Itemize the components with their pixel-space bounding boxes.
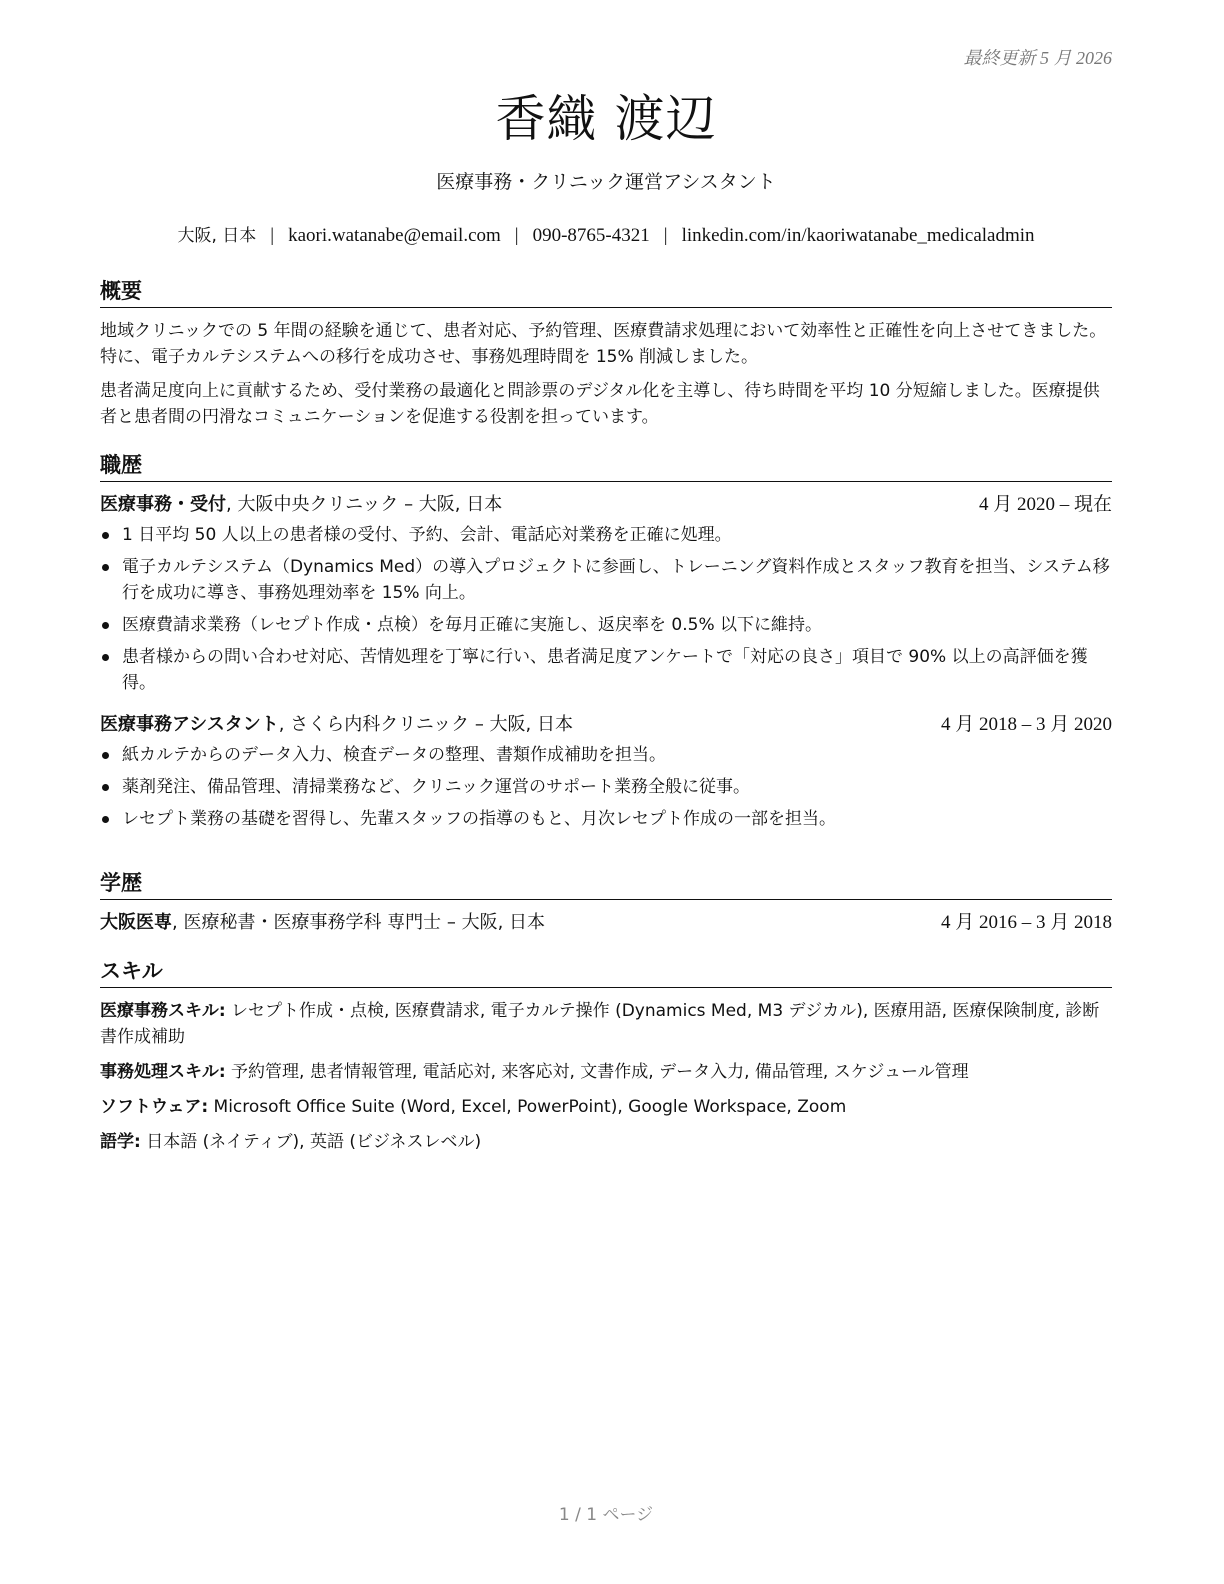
skill-line	[100, 998, 1112, 1050]
summary-paragraph: 地域クリニックでの 5 年間の経験を通じて、患者対応、予約管理、医療費請求処理において効率性と正確性を向上させてきました。特に、電子カルテシステムへの移行を成功させ、事務処理時間を 15% 削減しました。	[100, 321, 1107, 367]
contact-separator: |	[663, 225, 668, 246]
skill-label: 事務処理スキル:	[100, 1062, 226, 1082]
job-header	[100, 712, 1112, 738]
bullet-item: 医療費請求業務（レセプト作成・点検）を毎月正確に実施し、返戻率を 0.5% 以下に維持。	[100, 612, 1112, 638]
section-title-skills: スキル	[100, 956, 1112, 988]
job-org: , 大阪中央クリニック – 大阪, 日本	[226, 494, 503, 515]
section-title-summary: 概要	[100, 276, 1112, 308]
job-role: 医療事務アシスタント	[100, 714, 279, 735]
education-date: 4 月 2016 – 3 月 2018	[940, 912, 1112, 933]
education-school: 大阪医専	[100, 912, 172, 933]
job-header	[100, 492, 1112, 518]
bullet-item: 患者様からの問い合わせ対応、苦情処理を丁寧に行い、患者満足度アンケートで「対応の良さ」項目で 90% 以上の高評価を獲得。	[100, 644, 1112, 696]
experience-section	[100, 450, 1112, 838]
skill-value: 予約管理, 患者情報管理, 電話応対, 来客応対, 文書作成, データ入力, 備品管理, スケジュール管理	[225, 1062, 969, 1082]
bullet-item: レセプト業務の基礎を習得し、先輩スタッフの指導のもと、月次レセプト作成の一部を担当。	[100, 806, 1112, 832]
bullet-item: 紙カルテからのデータ入力、検査データの整理、書類作成補助を担当。	[100, 742, 1112, 768]
job-entry	[100, 492, 1112, 696]
skill-value: レセプト作成・点検, 医療費請求, 電子カルテ操作 (Dynamics Med, M3 デジカル), 医療用語, 医療保険制度, 診断書作成補助	[100, 1001, 1100, 1047]
job-role-line	[100, 712, 573, 738]
skill-label: 医療事務スキル:	[100, 1001, 226, 1021]
education-entry	[100, 910, 1112, 936]
contact-email[interactable]: kaori.watanabe@email.com	[288, 225, 501, 246]
summary-paragraph: 患者満足度向上に貢献するため、受付業務の最適化と問診票のデジタル化を主導し、待ち時間を平均 10 分短縮しました。医療提供者と患者間の円滑なコミュニケーションを促進する役割を担っています。	[100, 381, 1100, 427]
contact-line	[0, 222, 1212, 250]
skills-section	[100, 956, 1112, 1164]
summary-section	[100, 276, 1112, 438]
skill-line	[100, 1059, 1112, 1085]
contact-linkedin[interactable]: linkedin.com/in/kaoriwatanabe_medicaladmin	[681, 225, 1035, 246]
job-date: 4 月 2018 – 3 月 2020	[940, 714, 1112, 735]
contact-location: 大阪, 日本	[177, 226, 257, 246]
last-updated: 最終更新 5 月 2026	[963, 48, 1112, 68]
education-detail: , 医療秘書・医療事務学科 専門士 – 大阪, 日本	[172, 912, 546, 933]
education-section	[100, 868, 1112, 936]
section-title-education: 学歴	[100, 868, 1112, 900]
candidate-name: 香織 渡辺	[495, 90, 717, 148]
job-bullets	[100, 522, 1112, 696]
bullet-item: 電子カルテシステム（Dynamics Med）の導入プロジェクトに参画し、トレーニング資料作成とスタッフ教育を担当、システム移行を成功に導き、事務処理効率を 15% 向上。	[100, 554, 1112, 606]
skill-label: ソフトウェア:	[100, 1097, 209, 1117]
skill-label: 語学:	[100, 1132, 141, 1152]
job-org: , さくら内科クリニック – 大阪, 日本	[278, 714, 573, 735]
job-entry	[100, 712, 1112, 832]
job-role: 医療事務・受付	[100, 494, 226, 515]
job-bullets	[100, 742, 1112, 832]
skill-value: 日本語 (ネイティブ), 英語 (ビジネスレベル)	[140, 1132, 482, 1152]
contact-phone: 090-8765-4321	[532, 225, 650, 246]
education-line	[100, 910, 545, 936]
job-title: 医療事務・クリニック運営アシスタント	[436, 171, 776, 193]
page-number: 1 / 1 ページ	[558, 1505, 654, 1525]
contact-separator: |	[514, 225, 519, 246]
skill-line	[100, 1094, 1112, 1120]
bullet-item: 1 日平均 50 人以上の患者様の受付、予約、会計、電話応対業務を正確に処理。	[100, 522, 1112, 548]
contact-separator: |	[270, 225, 275, 246]
bullet-item: 薬剤発注、備品管理、清掃業務など、クリニック運営のサポート業務全般に従事。	[100, 774, 1112, 800]
job-date: 4 月 2020 – 現在	[978, 494, 1112, 515]
section-title-experience: 職歴	[100, 450, 1112, 482]
resume-page	[100, 0, 1112, 1584]
skill-value: Microsoft Office Suite (Word, Excel, PowerPoint), Google Workspace, Zoom	[208, 1097, 847, 1117]
skill-line	[100, 1129, 1112, 1155]
job-role-line	[100, 492, 502, 518]
